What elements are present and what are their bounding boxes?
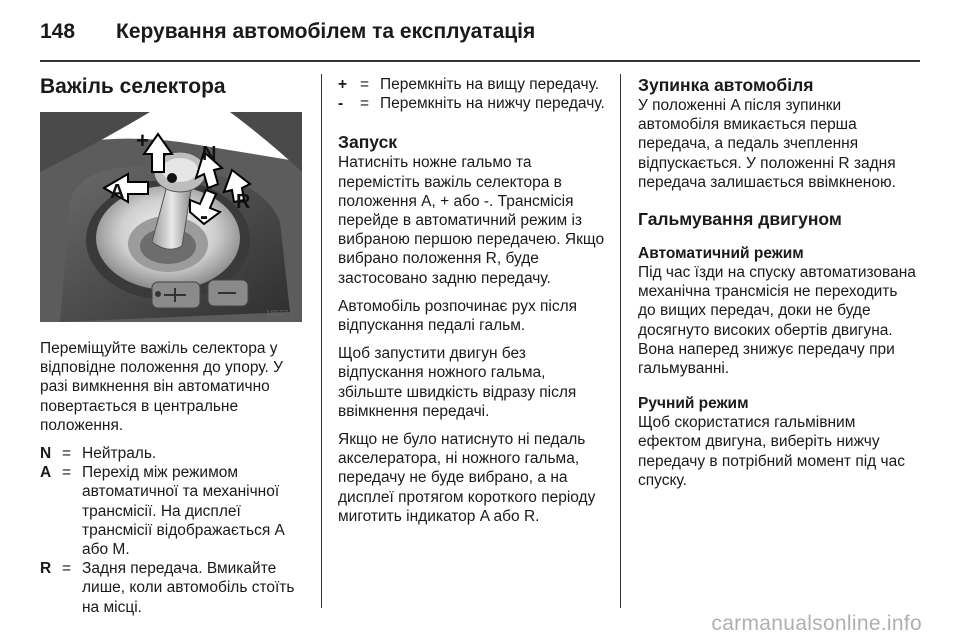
definition-equals: = bbox=[360, 76, 370, 93]
figure-label-N: N bbox=[202, 143, 217, 165]
definition-key: N bbox=[40, 445, 52, 463]
heading-start: Запуск bbox=[338, 132, 398, 153]
header-rule bbox=[40, 60, 920, 62]
definition-equals: = bbox=[62, 464, 72, 482]
figure-label-R: R bbox=[236, 191, 251, 213]
heading-automatic-mode: Автоматичний режим bbox=[638, 245, 804, 263]
selector-lever-illustration bbox=[40, 112, 302, 322]
figure-code: 18627 T bbox=[266, 309, 296, 318]
definition-text: Перехід між режимом автоматичної та механічної трансмісії. На дисплеї трансмісії відображається A або M. bbox=[82, 464, 285, 559]
figure-label-minus: - bbox=[200, 203, 208, 230]
definition-text: Задня передача. Вмикайте лише, коли автомобіль стоїть на місці. bbox=[82, 560, 295, 616]
vehicle-stop-paragraph: У положенні A після зупинки автомобіля вмикається перша передача, а педаль зчеплення відпускається. У положенні R задня передача залишається ввімкненою. bbox=[638, 97, 896, 191]
start-paragraph-1: Натисніть ножне гальмо та перемістіть важіль селектора в положення A, + або -. Трансмісія перейде в автоматичний режим із вибраною першою передачею. Якщо вибрано положення R, буде застосовано задню передачу. bbox=[338, 154, 605, 287]
page-header-title: Керування автомобілем та експлуатація bbox=[116, 20, 536, 43]
definition-row bbox=[338, 94, 606, 113]
column-divider-1 bbox=[321, 74, 322, 608]
automatic-mode-paragraph: Під час їзди на спуску автоматизована механічна трансмісія не переходить до вищих передач, доки не буде досягнуто високих обертів двигуна. Вона наперед знижує передачу при гальмуванні. bbox=[638, 264, 916, 378]
definition-key: + bbox=[338, 76, 348, 93]
definition-row bbox=[40, 463, 306, 559]
manual-mode-paragraph: Щоб скористатися гальмівним ефектом двигуна, виберіть нижчу передачу в потрібний момент під час спуску. bbox=[638, 414, 905, 489]
definition-key: - bbox=[338, 95, 344, 113]
definition-row bbox=[40, 559, 306, 617]
page-number: 148 bbox=[40, 20, 76, 43]
column-3 bbox=[638, 74, 918, 499]
selector-lever-figure bbox=[40, 112, 302, 322]
heading-manual-mode: Ручний режим bbox=[638, 395, 749, 413]
selector-intro-paragraph: Переміщуйте важіль селектора у відповідне положення до упору. У разі вимкнення він автоматично повертається в центральне положення. bbox=[40, 340, 283, 434]
position-definitions bbox=[40, 444, 306, 617]
figure-label-plus: + bbox=[136, 128, 149, 153]
definition-equals: = bbox=[62, 560, 72, 578]
heading-engine-braking: Гальмування двигуном bbox=[638, 209, 842, 230]
start-paragraph-4: Якщо не було натиснуто ні педаль акселератора, ні ножного гальма, передачу не буде вибрано, а на дисплеї протягом короткого періоду миготить індикатор A або R. bbox=[338, 431, 596, 525]
column-2 bbox=[338, 74, 606, 535]
definition-text: Нейтраль. bbox=[82, 445, 157, 463]
section-title-selector-lever: Важіль селектора bbox=[40, 75, 226, 98]
definition-key: R bbox=[40, 560, 52, 578]
definition-row bbox=[40, 444, 306, 463]
page-header bbox=[40, 16, 920, 56]
definition-row bbox=[338, 75, 606, 94]
definition-equals: = bbox=[62, 445, 72, 463]
start-paragraph-2: Автомобіль розпочинає рух після відпускання педалі гальм. bbox=[338, 297, 578, 335]
column-1 bbox=[40, 74, 306, 617]
gear-definitions bbox=[338, 75, 606, 113]
column-divider-2 bbox=[620, 74, 621, 608]
definition-text: Перемкніть на вищу передачу. bbox=[380, 76, 600, 93]
definition-key: A bbox=[40, 464, 52, 482]
definition-equals: = bbox=[360, 95, 370, 113]
start-paragraph-3: Щоб запустити двигун без відпускання ножного гальма, збільште швидкість відразу після ввімкнення передачі. bbox=[338, 345, 577, 420]
heading-vehicle-stop: Зупинка автомобіля bbox=[638, 75, 814, 95]
figure-label-A: A bbox=[110, 181, 125, 203]
definition-text: Перемкніть на нижчу передачу. bbox=[380, 95, 605, 113]
watermark: carmanualsonline.info bbox=[711, 612, 922, 635]
